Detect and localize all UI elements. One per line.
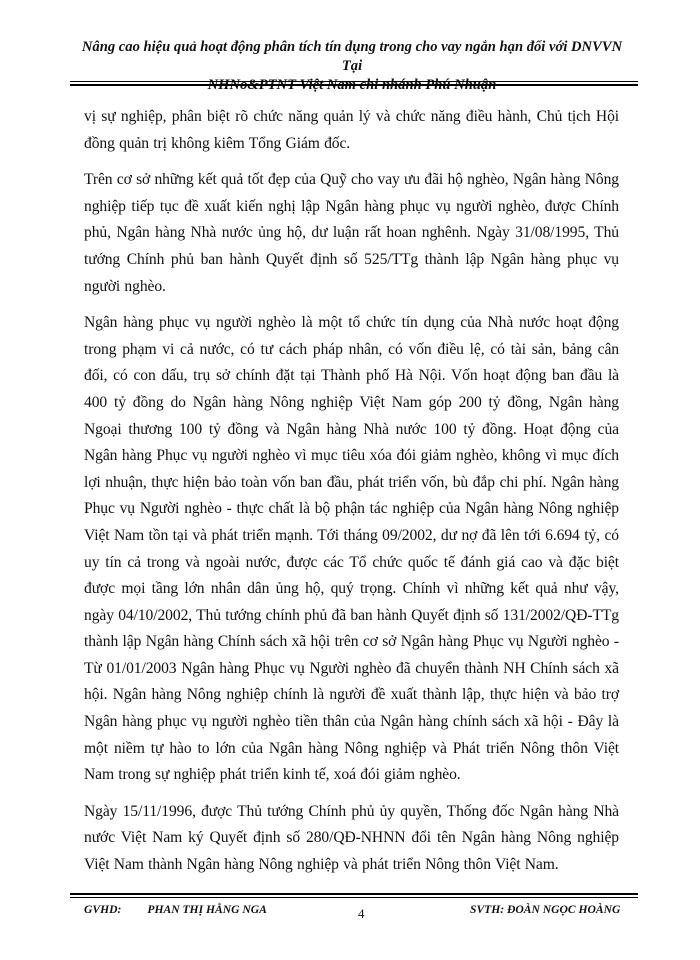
paragraph-2: Trên cơ sở những kết quả tốt đẹp của Quỹ cho vay ưu đãi hộ nghèo, Ngân hàng Nông nghiệp tiếp tục đề xuất kiến nghị lập Ngân hàng phục vụ người nghèo, được Chính phủ, Ngân hàng Nhà nước ủng hộ, dư luận rất hoan nghênh. Ngày 31/08/1995, Thủ tướng Chính phủ ban hành Quyết định số 525/TTg thành lập Ngân hàng phục vụ người nghèo. (84, 171, 619, 295)
header-title-line-2: NHNo&PTNT Việt Nam chi nhánh Phú Nhuận (207, 77, 497, 93)
supervisor-label: GVHD: (84, 903, 122, 916)
header-title-line-1: Nâng cao hiệu quả hoạt động phân tích tín dụng trong cho vay ngắn hạn đối với DNVVN Tại (81, 39, 623, 74)
footer-divider (70, 897, 638, 898)
footer-divider-thick (70, 893, 638, 895)
footer-supervisor (84, 903, 267, 916)
paragraph-3: Ngân hàng phục vụ người nghèo là một tổ chức tín dụng của Nhà nước hoạt động trong phạm vi cả nước, có tư cách pháp nhân, có vốn điều lệ, có tài sản, bảng cân đối, có con dấu, trụ sở chính đặt tại Thành phố Hà Nội. Vốn hoạt động ban đầu là 400 tỷ đồng do Ngân hàng Nông nghiệp Việt Nam góp 200 tỷ đồng, Ngân hàng Ngoại thương 100 tỷ đồng và Ngân hàng Nhà nước 100 tỷ đồng. Hoạt động của Ngân hàng Phục vụ người nghèo vì mục tiêu xóa đói giảm nghèo, không vì mục đích lợi nhuận, thực hiện bảo toàn vốn ban đầu, phát triển vốn, bù đắp chi phí. Ngân hàng Phục vụ Người nghèo - thực chất là bộ phận tác nghiệp của Ngân hàng Nông nghiệp Việt Nam tồn tại và phát triển mạnh. Tới tháng 09/2002, dư nợ đã lên tới 6.694 tỷ, có uy tín cả trong và ngoài nước, được các Tổ chức quốc tế đánh giá cao và đặc biệt được mọi tầng lớn nhân dân ủng hộ, quý trọng. Chính vì những kết quả như vậy, ngày 04/10/2002, Thủ tướng chính phủ đã ban hành Quyết định số 131/2002/QĐ-TTg thành lập Ngân hàng Chính sách xã hội trên cơ sở Ngân hàng Phục vụ Người nghèo - Từ 01/01/2003 Ngân hàng Phục vụ Người nghèo đã chuyển thành NH Chính sách xã hội. Ngân hàng Nông nghiệp chính là người đề xuất thành lập, thực hiện và bảo trợ Ngân hàng phục vụ người nghèo tiền thân của Ngân hàng chính sách xã hội - Đây là một niềm tự hào to lớn của Ngân hàng Nông nghiệp và Phát triển Nông thôn Việt Nam trong sự nghiệp phát triển kinh tế, xoá đói giảm nghèo. (84, 314, 619, 784)
header-divider (70, 81, 638, 82)
supervisor-name: PHAN THỊ HẰNG NGA (147, 903, 267, 916)
header-divider-thick (70, 84, 638, 86)
footer-student: SVTH: ĐOÀN NGỌC HOÀNG (470, 903, 621, 916)
document-body (84, 104, 619, 889)
paragraph-1: vị sự nghiệp, phân biệt rõ chức năng quản lý và chức năng điều hành, Chủ tịch Hội đồng quản trị không kiêm Tổng Giám đốc. (84, 108, 619, 152)
page-header (72, 38, 632, 95)
paragraph-4: Ngày 15/11/1996, được Thủ tướng Chính phủ ủy quyền, Thống đốc Ngân hàng Nhà nước Việt Nam ký Quyết định số 280/QĐ-NHNN đổi tên Ngân hàng Nông nghiệp Việt Nam thành Ngân hàng Nông nghiệp và phát triển Nông thôn Việt Nam. (84, 802, 619, 874)
page-number: 4 (358, 906, 365, 921)
